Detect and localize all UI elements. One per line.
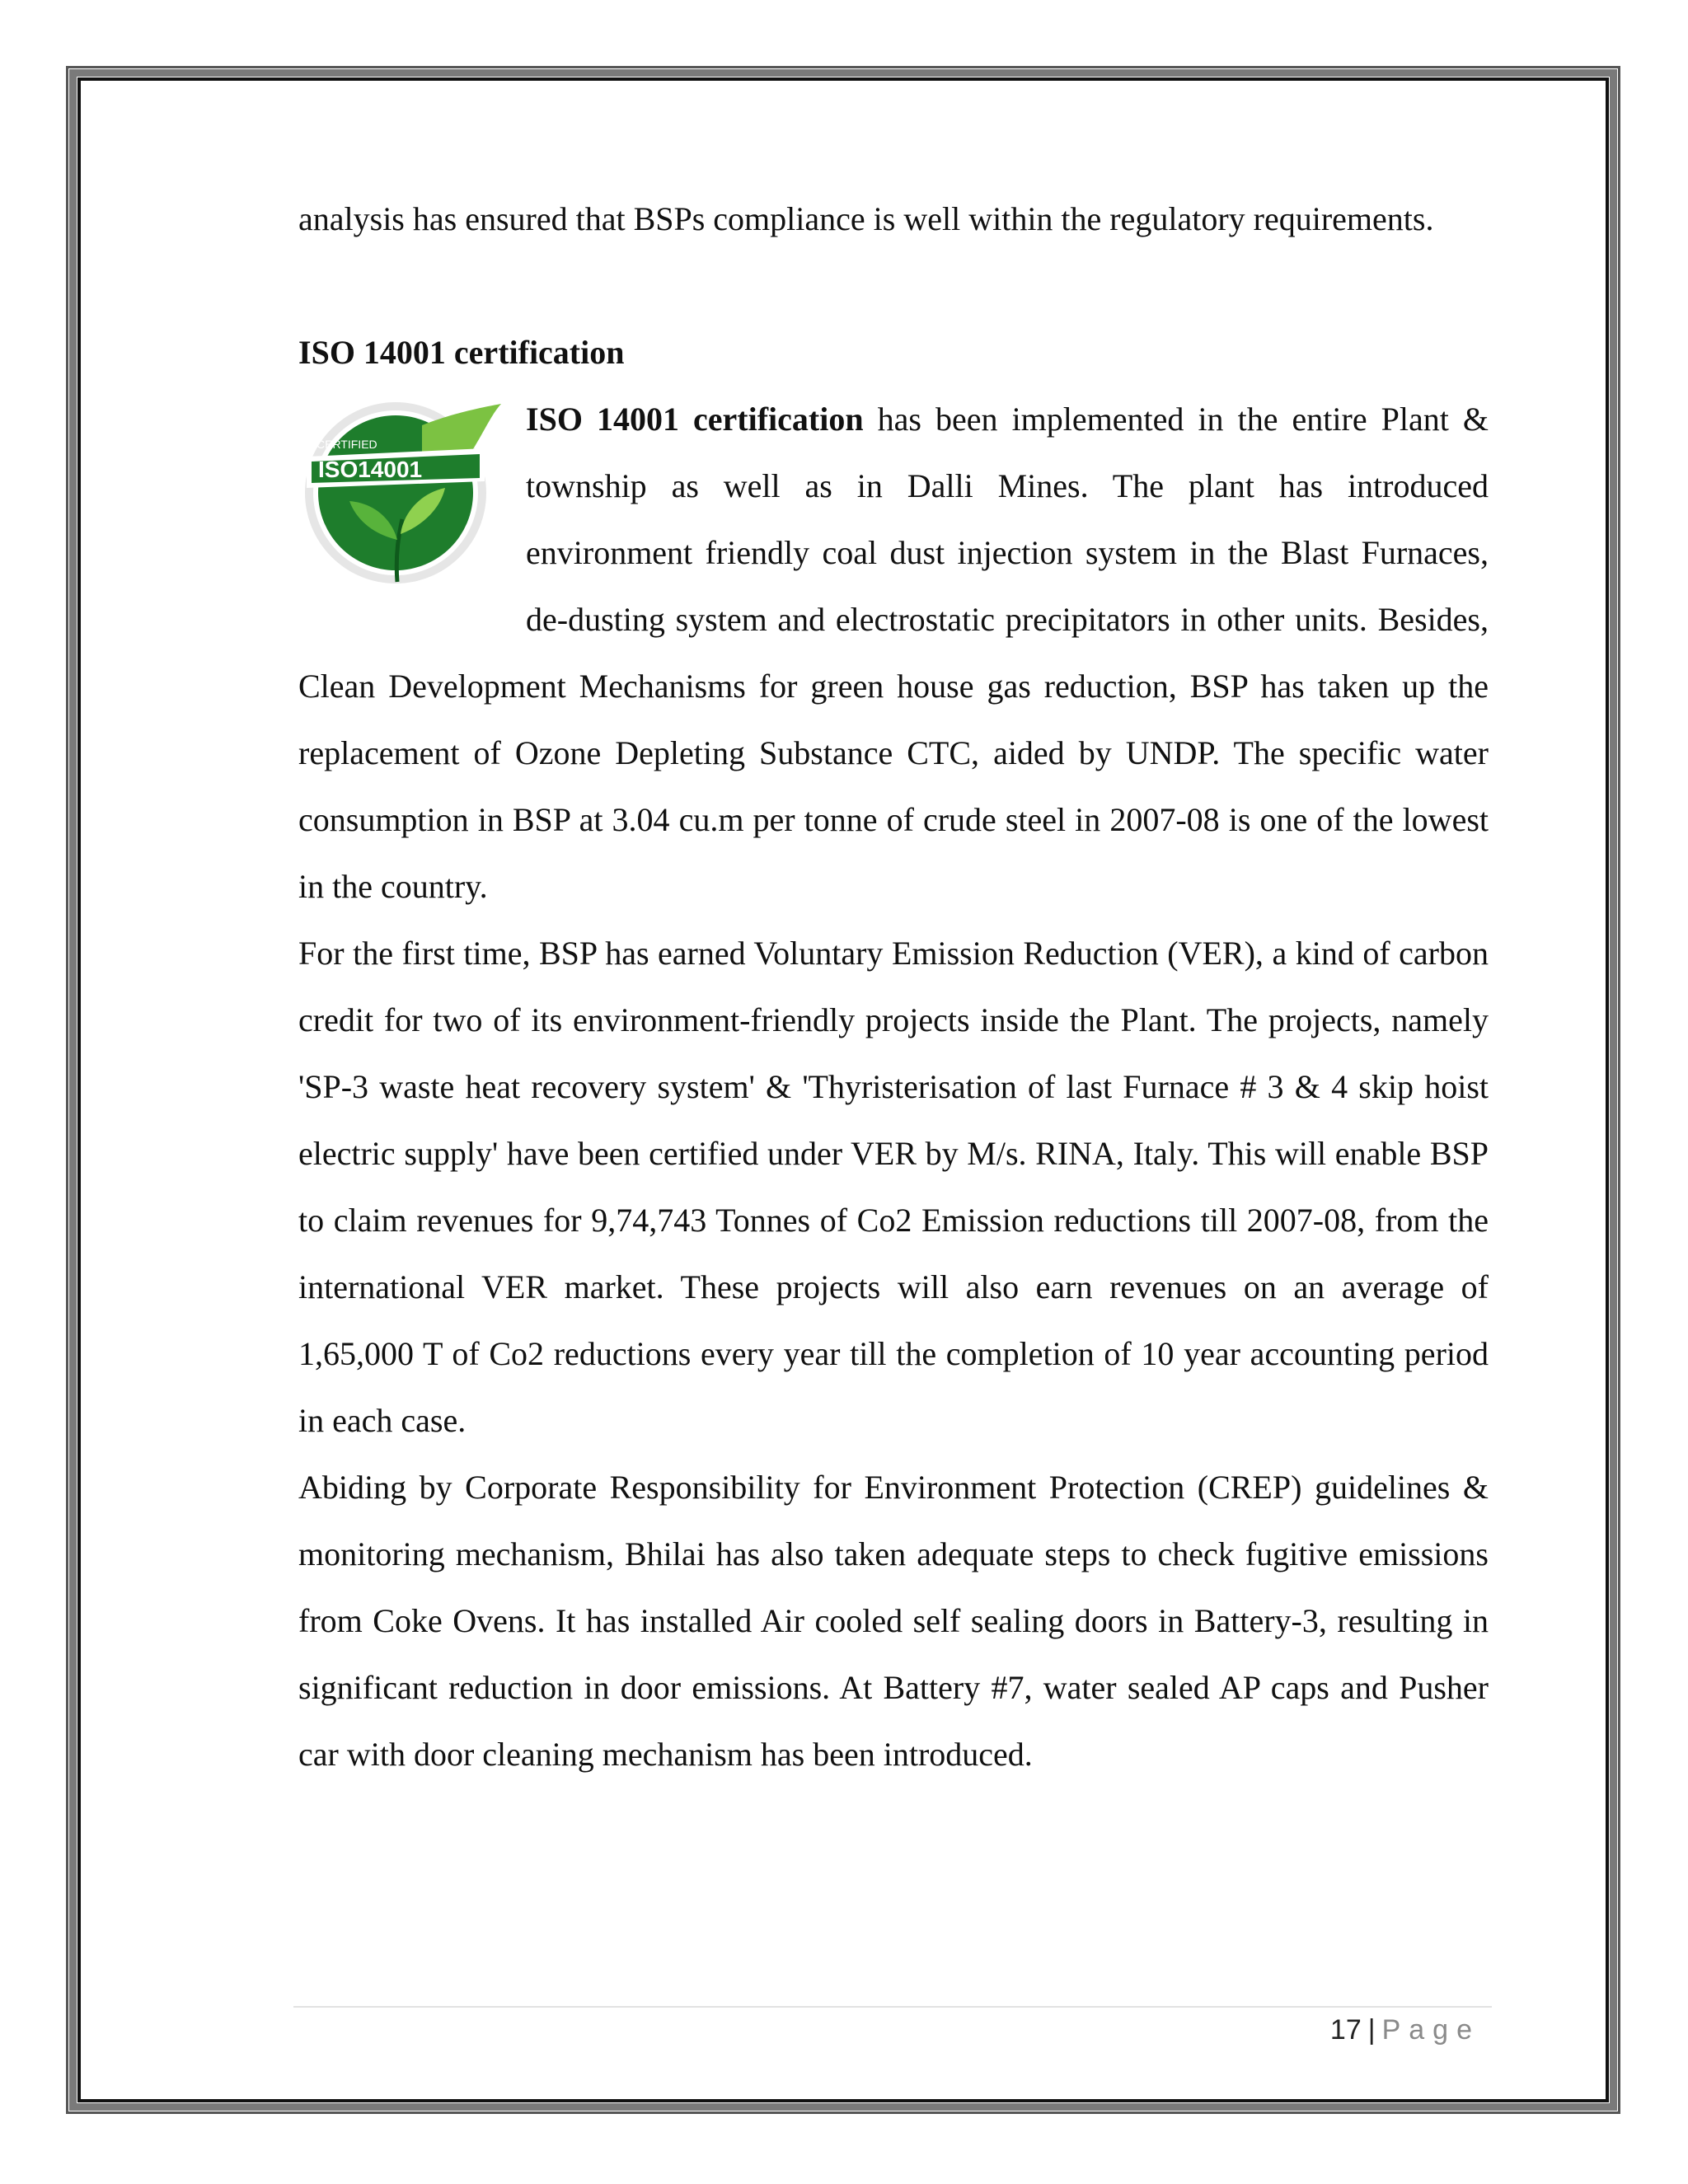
section-gap [298, 252, 1489, 319]
footer-divider [293, 2006, 1492, 2008]
section-heading: ISO 14001 certification [298, 334, 625, 371]
intro-paragraph: analysis has ensured that BSPs compliance is well within the regulatory requirements. [298, 200, 1434, 237]
page-content [298, 185, 1489, 1788]
footer-separator: | [1367, 2014, 1376, 2046]
page-label: Page [1381, 2014, 1480, 2046]
ver-paragraph: For the first time, BSP has earned Voluntary Emission Reduction (VER), a kind of carbon credit for two of its environment-friendly projects inside the Plant. The projects, namely 'SP-3 waste heat recovery system' & 'Thyristerisation of last Furnace # 3 & 4 skip hoist electric supply' have been certified under VER by M/s. RINA, Italy. This will enable BSP to claim revenues for 9,74,743 Tonnes of Co2 Emission reductions till 2007-08, from the international VER market. These projects will also earn revenues on an average of 1,65,000 T of Co2 reductions every year till the completion of 10 year accounting period in each case. [298, 935, 1489, 1439]
logo-badge-top: CERTIFIED [316, 438, 377, 451]
iso-paragraph-body: has been implemented in the entire Plant & township as well as in Dalli Mines. The plant has introduced environment friendly coal dust injection system in the Blast Furnaces, de-dusting system and electrostatic precipitators in other units. Besides, Clean Development Mechanisms for green house gas reduction, BSP has taken up the replacement of Ozone Depleting Substance CTC, aided by UNDP. The specific water consumption in BSP at 3.04 cu.m per tonne of crude steel in 2007-08 is one of the lowest in the country. [298, 401, 1489, 905]
logo-badge-main: ISO14001 [318, 457, 423, 482]
iso-14001-logo [298, 396, 503, 587]
iso-paragraph-lead: ISO 14001 certification [526, 401, 864, 438]
page-footer [1330, 2011, 1480, 2049]
crep-paragraph: Abiding by Corporate Responsibility for Environment Protection (CREP) guidelines & monitoring mechanism, Bhilai has also taken adequate steps to check fugitive emissions from Coke Ovens. It has installed Air cooled self sealing doors in Battery-3, resulting in significant reduction in door emissions. At Battery #7, water sealed AP caps and Pusher car with door cleaning mechanism has been introduced. [298, 1469, 1489, 1773]
page-number: 17 [1329, 2014, 1362, 2046]
